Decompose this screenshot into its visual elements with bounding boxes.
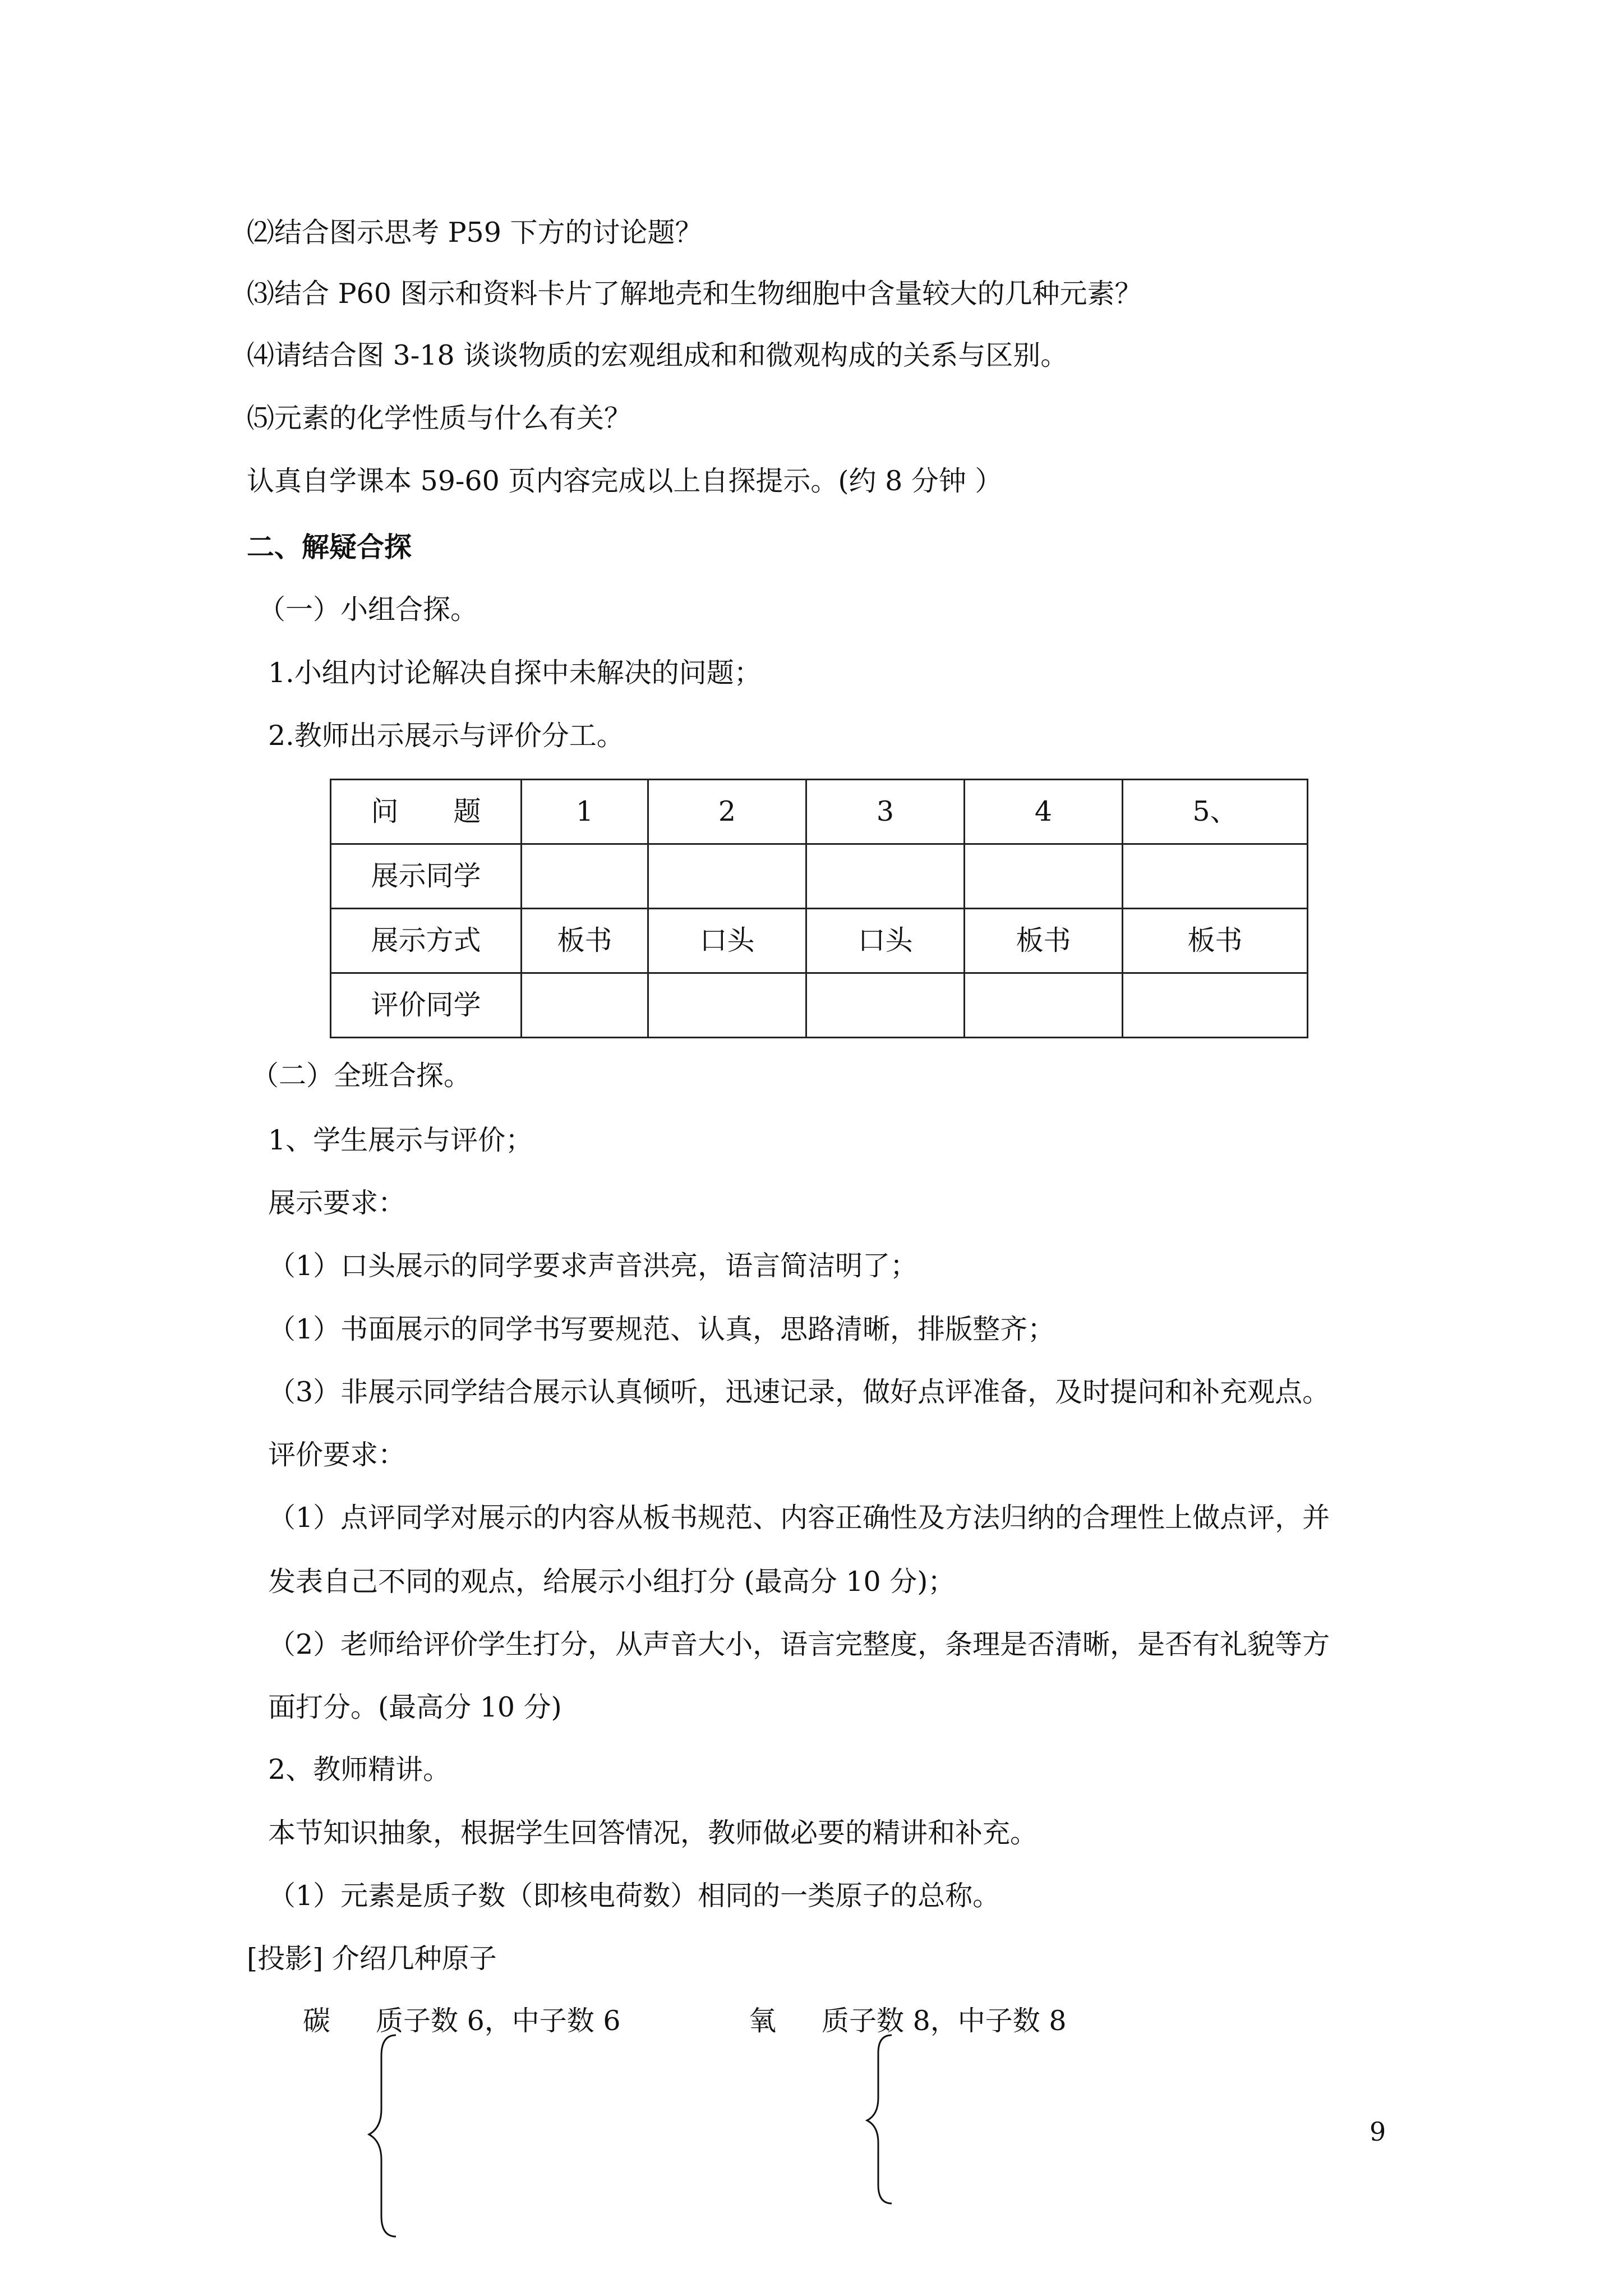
table-cell: 2 bbox=[648, 780, 806, 844]
class-heading: （二）全班合探。 bbox=[251, 1060, 472, 1092]
table-cell: 展示方式 bbox=[331, 909, 522, 973]
display-requirements-title: 展示要求： bbox=[268, 1187, 406, 1219]
evaluation-requirement: 面打分。(最高分 10 分) bbox=[268, 1691, 562, 1723]
left-brace-carbon bbox=[369, 2035, 396, 2237]
group-step-2: 2.教师出示展示与评价分工。 bbox=[268, 720, 624, 752]
table-cell: 口头 bbox=[806, 909, 965, 973]
atom-details-oxygen: 质子数 8，中子数 8 bbox=[822, 2005, 1067, 2037]
class-step-1: 1、学生展示与评价； bbox=[268, 1124, 533, 1156]
left-brace-oxygen bbox=[867, 2035, 892, 2203]
projection-note: [投影] 介绍几种原子 bbox=[247, 1943, 497, 1975]
display-requirement: （1）书面展示的同学书写要规范、认真，思路清晰，排版整齐； bbox=[268, 1313, 1055, 1345]
display-requirement: （1）口头展示的同学要求声音洪亮，语言简洁明了； bbox=[268, 1250, 918, 1282]
table-cell: 问 题 bbox=[331, 780, 522, 844]
atom-element-oxygen: 氧 bbox=[749, 2005, 777, 2037]
prompt-2: ⑵结合图示思考 P59 下方的讨论题？ bbox=[247, 217, 703, 249]
prompt-3: ⑶结合 P60 图示和资料卡片了解地壳和生物细胞中含量较大的几种元素？ bbox=[247, 278, 1142, 310]
class-step-2: 2、教师精讲。 bbox=[268, 1754, 451, 1786]
page-number: 9 bbox=[1370, 2116, 1386, 2147]
prompt-5: ⑸元素的化学性质与什么有关？ bbox=[247, 402, 632, 434]
table-cell: 板书 bbox=[522, 909, 648, 973]
evaluation-requirement: 发表自己不同的观点，给展示小组打分 (最高分 10 分)； bbox=[268, 1566, 956, 1598]
table-cell: 口头 bbox=[648, 909, 806, 973]
group-heading: （一）小组合探。 bbox=[258, 593, 478, 625]
atom-details-carbon: 质子数 6，中子数 6 bbox=[376, 2005, 621, 2037]
table-cell: 4 bbox=[965, 780, 1123, 844]
table-cell: 板书 bbox=[965, 909, 1123, 973]
lecture-point-1: （1）元素是质子数（即核电荷数）相同的一类原子的总称。 bbox=[268, 1880, 1000, 1912]
lecture-intro: 本节知识抽象，根据学生回答情况，教师做必要的精讲和补充。 bbox=[268, 1817, 1038, 1849]
evaluation-requirements-title: 评价要求： bbox=[268, 1439, 406, 1471]
evaluation-requirement: （2）老师给评价学生打分，从声音大小，语言完整度，条理是否清晰，是否有礼貌等方 bbox=[268, 1628, 1330, 1660]
table-cell: 板书 bbox=[1123, 909, 1308, 973]
display-requirement: （3）非展示同学结合展示认真倾听，迅速记录，做好点评准备，及时提问和补充观点。 bbox=[268, 1376, 1330, 1408]
group-step-1: 1.小组内讨论解决自探中未解决的问题； bbox=[268, 657, 762, 689]
table-cell: 5、 bbox=[1123, 780, 1308, 844]
table-cell: 评价同学 bbox=[331, 973, 522, 1038]
prompt-4: ⑷请结合图 3-18 谈谈物质的宏观组成和和微观构成的关系与区别。 bbox=[247, 339, 1068, 371]
evaluation-requirement: （1）点评同学对展示的内容从板书规范、内容正确性及方法归纳的合理性上做点评，并 bbox=[268, 1502, 1330, 1534]
self-study-instruction: 认真自学课本 59-60 页内容完成以上自探提示。(约 8 分钟 ） bbox=[247, 465, 1003, 497]
table-cell: 3 bbox=[806, 780, 965, 844]
atom-element-carbon: 碳 bbox=[303, 2005, 331, 2037]
table-cell: 1 bbox=[522, 780, 648, 844]
section-title: 二、解疑合探 bbox=[247, 531, 412, 563]
table-cell: 展示同学 bbox=[331, 844, 522, 909]
